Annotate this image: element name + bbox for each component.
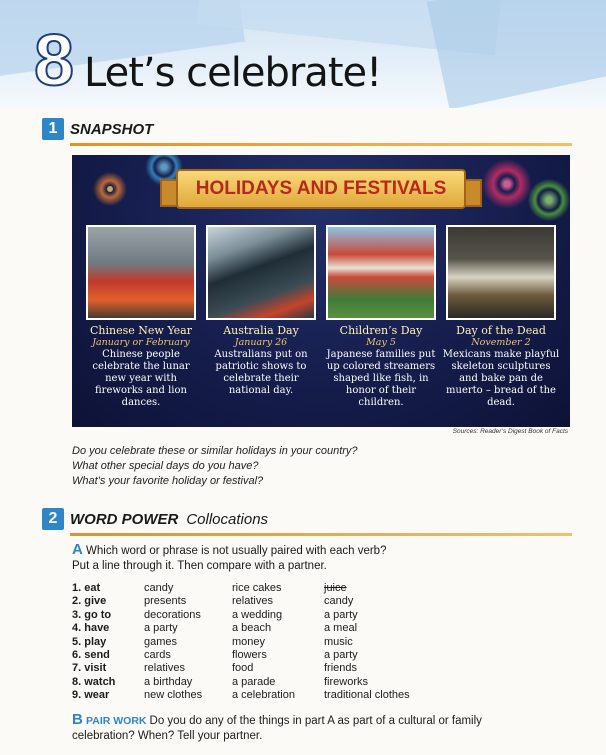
caption-chinese-new-year: Chinese New Year January or February Chinese people celebrate the lunar new year with fireworks and lion dances. bbox=[90, 324, 192, 408]
word-column-3 bbox=[324, 582, 410, 703]
question-line: What other special days do you have? bbox=[72, 460, 259, 472]
verb-item: 8. watch bbox=[72, 675, 116, 688]
section-number: 2 bbox=[42, 508, 64, 530]
word-option[interactable]: food bbox=[232, 662, 254, 675]
verb-item: 3. go to bbox=[72, 608, 112, 621]
word-option[interactable]: presents bbox=[144, 595, 187, 608]
word-option[interactable]: a party bbox=[324, 649, 358, 662]
photo-day-of-the-dead bbox=[446, 225, 556, 320]
snapshot-panel bbox=[72, 155, 570, 427]
verb-item: 4. have bbox=[72, 622, 110, 635]
word-option[interactable]: decorations bbox=[144, 608, 201, 621]
word-option[interactable]: fireworks bbox=[324, 675, 369, 688]
caption-australia-day: Australia Day January 26 Australians put on patriotic shows to celebrate their national day. bbox=[214, 324, 308, 396]
unit-title: Let’s celebrate! bbox=[84, 50, 382, 96]
verb-item: 1. eat bbox=[72, 582, 101, 594]
word-option[interactable]: flowers bbox=[232, 649, 267, 662]
word-column-1 bbox=[144, 582, 202, 703]
part-b-instructions bbox=[72, 712, 542, 744]
word-option[interactable]: relatives bbox=[144, 662, 185, 675]
verb-item: 5. play bbox=[72, 635, 107, 648]
section-subtitle: Collocations bbox=[186, 510, 269, 528]
snapshot-source: Sources: Reader’s Digest Book of Facts bbox=[452, 428, 568, 435]
unit-number: 8 bbox=[33, 21, 75, 101]
part-a-line1: Which word or phrase is not usually paired with each verb? bbox=[86, 545, 387, 557]
verb-item: 6. send bbox=[72, 649, 110, 662]
part-b-letter: B bbox=[72, 711, 83, 728]
word-option[interactable]: a beach bbox=[232, 622, 272, 635]
verb-item: 9. wear bbox=[72, 689, 110, 702]
photo-australia-day bbox=[206, 225, 316, 320]
question-line: What’s your favorite holiday or festival? bbox=[72, 475, 264, 487]
word-option[interactable]: a birthday bbox=[144, 675, 193, 688]
verb-item: 7. visit bbox=[72, 662, 107, 675]
section-title: WORD POWER bbox=[70, 510, 179, 528]
discussion-questions bbox=[72, 444, 358, 489]
word-option[interactable]: traditional clothes bbox=[324, 689, 410, 702]
part-b-text: Do you do any of the things in part A as part of a cultural or family celebration? When? Tell your partner. bbox=[72, 715, 482, 742]
section-word-power-header bbox=[42, 508, 572, 530]
word-option[interactable]: a party bbox=[144, 622, 178, 635]
word-option[interactable]: a party bbox=[324, 608, 358, 621]
word-column-2 bbox=[232, 582, 295, 703]
caption-day-of-the-dead: Day of the Dead November 2 Mexicans make playful skeleton sculptures and bake pan de muerto – bread of the dead. bbox=[442, 324, 560, 408]
snapshot-banner: HOLIDAYS AND FESTIVALS bbox=[176, 169, 466, 209]
word-option[interactable]: candy bbox=[144, 582, 174, 594]
word-option[interactable]: a celebration bbox=[232, 689, 295, 702]
section-snapshot-header bbox=[42, 118, 572, 140]
word-option[interactable]: candy bbox=[324, 595, 354, 608]
firework-decoration bbox=[80, 159, 140, 219]
word-option[interactable]: money bbox=[232, 635, 266, 648]
word-option[interactable]: relatives bbox=[232, 595, 273, 608]
word-option[interactable]: rice cakes bbox=[232, 582, 282, 594]
photo-childrens-day bbox=[326, 225, 436, 320]
part-a-instructions bbox=[72, 542, 386, 574]
word-option[interactable]: music bbox=[324, 635, 353, 648]
section-number: 1 bbox=[42, 118, 64, 140]
word-option[interactable]: a parade bbox=[232, 675, 276, 688]
word-option[interactable]: games bbox=[144, 635, 178, 648]
word-option[interactable]: a wedding bbox=[232, 608, 283, 621]
caption-childrens-day: Children’s Day May 5 Japanese families put up colored streamers shaped like fish, in honor of their children. bbox=[326, 324, 436, 408]
word-option[interactable]: a meal bbox=[324, 622, 358, 635]
verb-item: 2. give bbox=[72, 595, 107, 608]
verb-column bbox=[72, 582, 115, 703]
word-option-crossed[interactable]: juice bbox=[324, 582, 347, 594]
word-option[interactable]: new clothes bbox=[144, 689, 203, 702]
word-option[interactable]: cards bbox=[144, 649, 171, 662]
firework-decoration bbox=[524, 175, 570, 225]
part-a-line2: Put a line through it. Then compare with a partner. bbox=[72, 560, 327, 572]
section-title: SNAPSHOT bbox=[70, 120, 154, 138]
part-a-letter: A bbox=[72, 541, 83, 558]
photo-chinese-new-year bbox=[86, 225, 196, 320]
word-option[interactable]: friends bbox=[324, 662, 358, 675]
question-line: Do you celebrate these or similar holidays in your country? bbox=[72, 445, 358, 457]
pair-work-tag: PAIR WORK bbox=[86, 715, 147, 727]
